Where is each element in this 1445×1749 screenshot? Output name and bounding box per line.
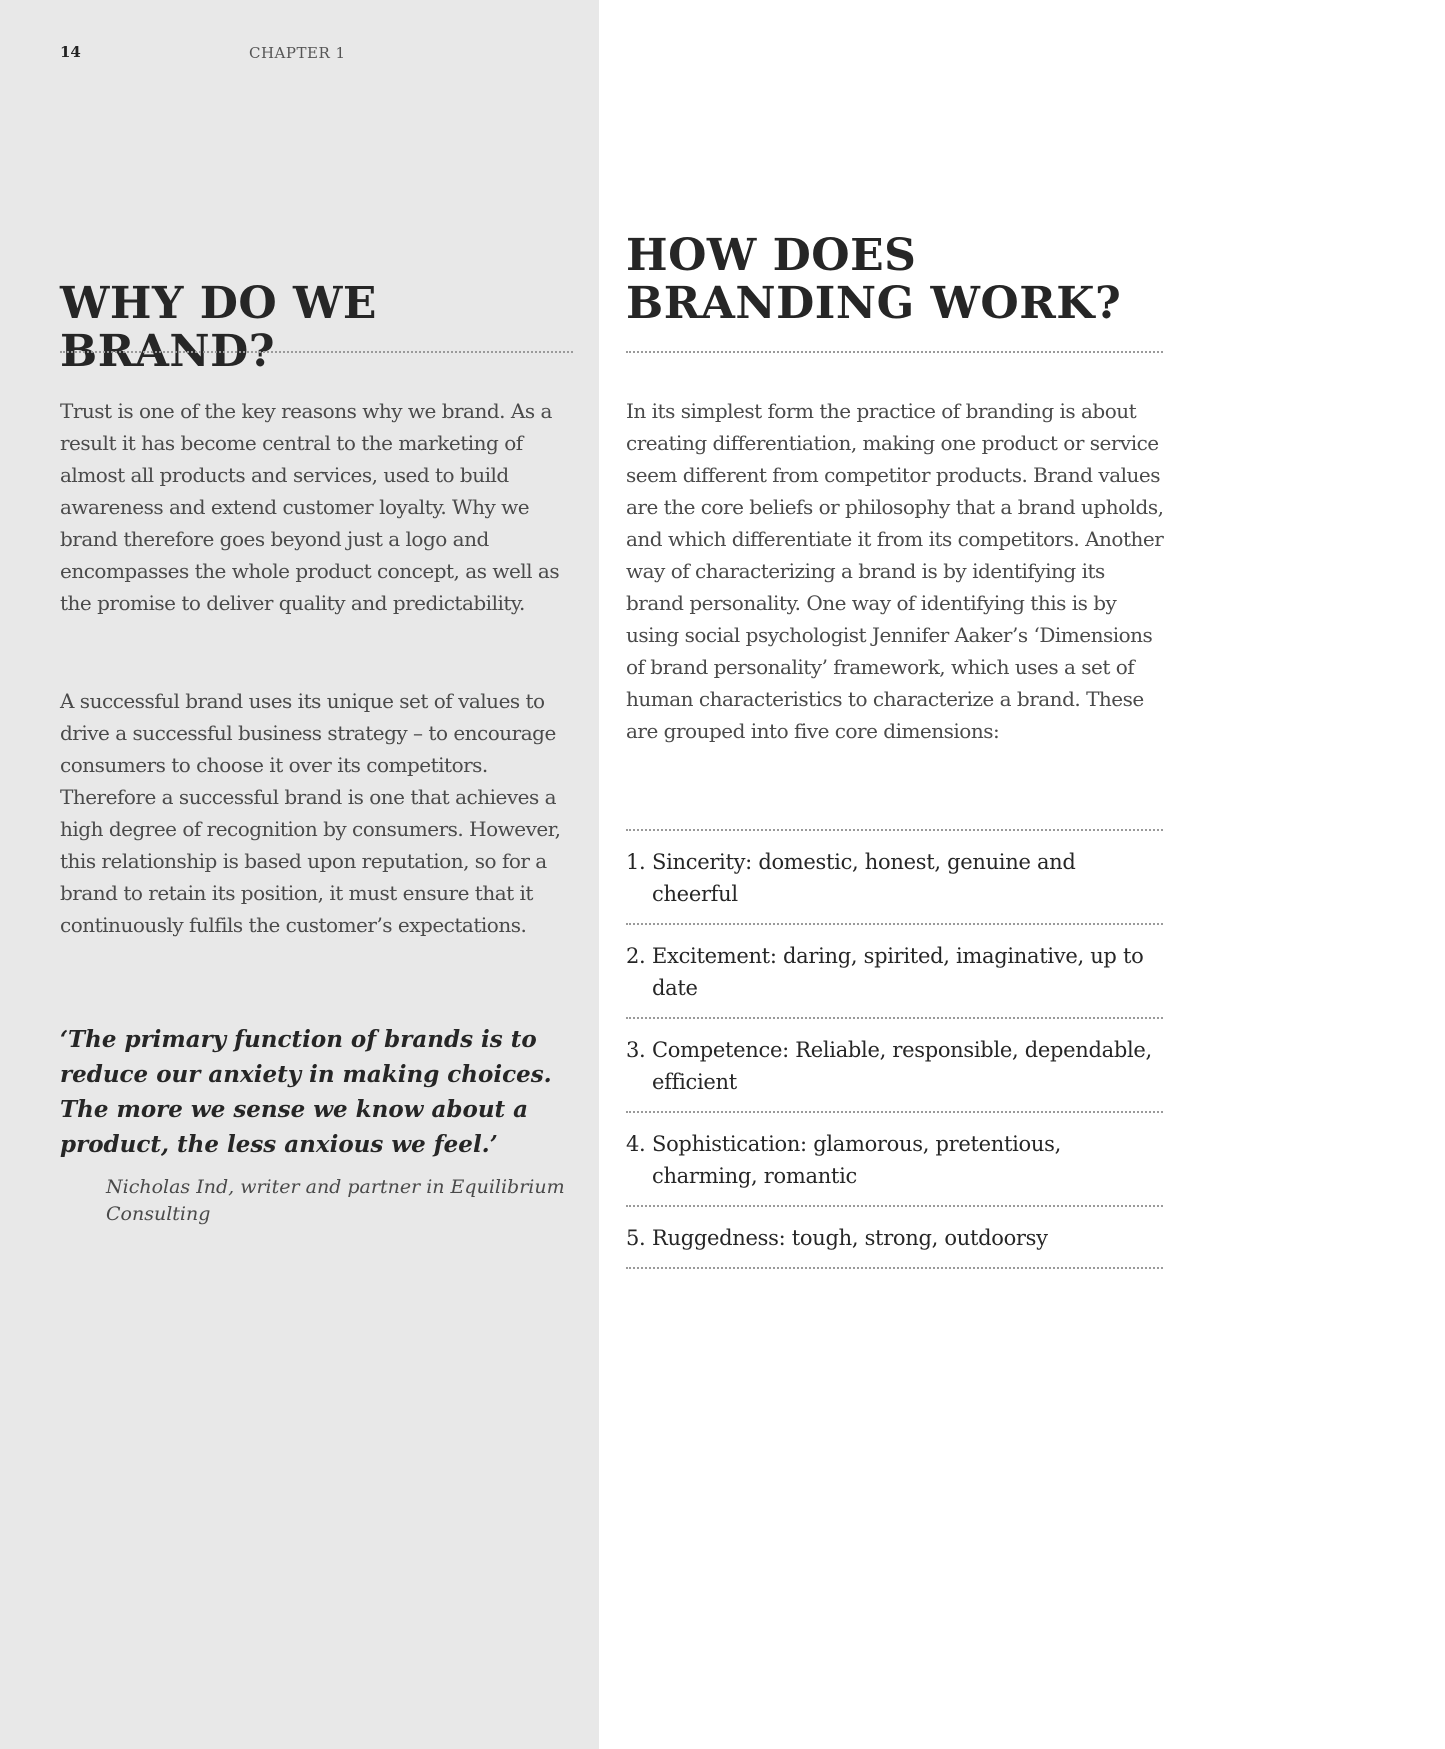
quote-attribution: Nicholas Ind, writer and partner in Equilibrium Consulting — [106, 1176, 565, 1225]
list-item-text: Excitement: daring, spirited, imaginative, up to date — [652, 944, 1144, 1000]
heading-divider-left — [60, 351, 573, 353]
list-item-text: Sophistication: glamorous, pretentious, charming, romantic — [652, 1132, 1061, 1188]
heading-line-2: BRANDING WORK? — [626, 278, 1122, 329]
list-item — [626, 1019, 1163, 1113]
heading-line-1: HOW DOES — [626, 230, 917, 281]
chapter-running-head: CHAPTER 1 — [249, 44, 346, 62]
list-item-number: 4. — [626, 1132, 646, 1156]
list-item-number: 1. — [626, 850, 646, 874]
left-paragraph-1: Trust is one of the key reasons why we brand. As a result it has become central to the marketing of almost all products and services, used to build awareness and extend customer loyalty. Why we brand therefore goes beyond just a logo and encompasses the whole product concept, as well as the promise to deliver quality and predictability. — [60, 399, 560, 615]
list-item-number: 5. — [626, 1226, 646, 1250]
list-item — [626, 925, 1163, 1019]
list-item — [626, 1207, 1163, 1269]
list-item-number: 2. — [626, 944, 646, 968]
pull-quote: ‘The primary function of brands is to reduce our anxiety in making choices. The more we sense we know about a product, the less anxious we feel.’ — [60, 1026, 552, 1158]
heading-divider-right — [626, 351, 1163, 353]
list-item — [626, 831, 1163, 925]
brand-dimensions-list — [626, 829, 1163, 1269]
list-item — [626, 1113, 1163, 1207]
list-item-text: Sincerity: domestic, honest, genuine and cheerful — [652, 850, 1076, 906]
list-item-text: Ruggedness: tough, strong, outdoorsy — [652, 1226, 1048, 1250]
heading-how-does-branding-work — [626, 232, 1186, 328]
page-number: 14 — [60, 43, 81, 61]
right-paragraph: In its simplest form the practice of branding is about creating differentiation, making one product or service seem different from competitor products. Brand values are the core beliefs or philosophy that a brand upholds, and which differentiate it from its competitors. Another way of characterizing a brand is by identifying its brand personality. One way of identifying this is by using social psychologist Jennifer Aaker’s ‘Dimensions of brand personality’ framework, which uses a set of human characteristics to characterize a brand. These are grouped into five core dimensions: — [626, 399, 1164, 743]
list-item-text: Competence: Reliable, responsible, dependable, efficient — [652, 1038, 1152, 1094]
left-paragraph-2: A successful brand uses its unique set of values to drive a successful business strategy – to encourage consumers to choose it over its competitors. Therefore a successful brand is one that achieves a high degree of recognition by consumers. However, this relationship is based upon reputation, so for a brand to retain its position, it must ensure that it continuously fulfils the customer’s expectations. — [60, 689, 561, 937]
heading-why-do-we-brand: WHY DO WE BRAND? — [60, 278, 377, 377]
list-item-number: 3. — [626, 1038, 646, 1062]
